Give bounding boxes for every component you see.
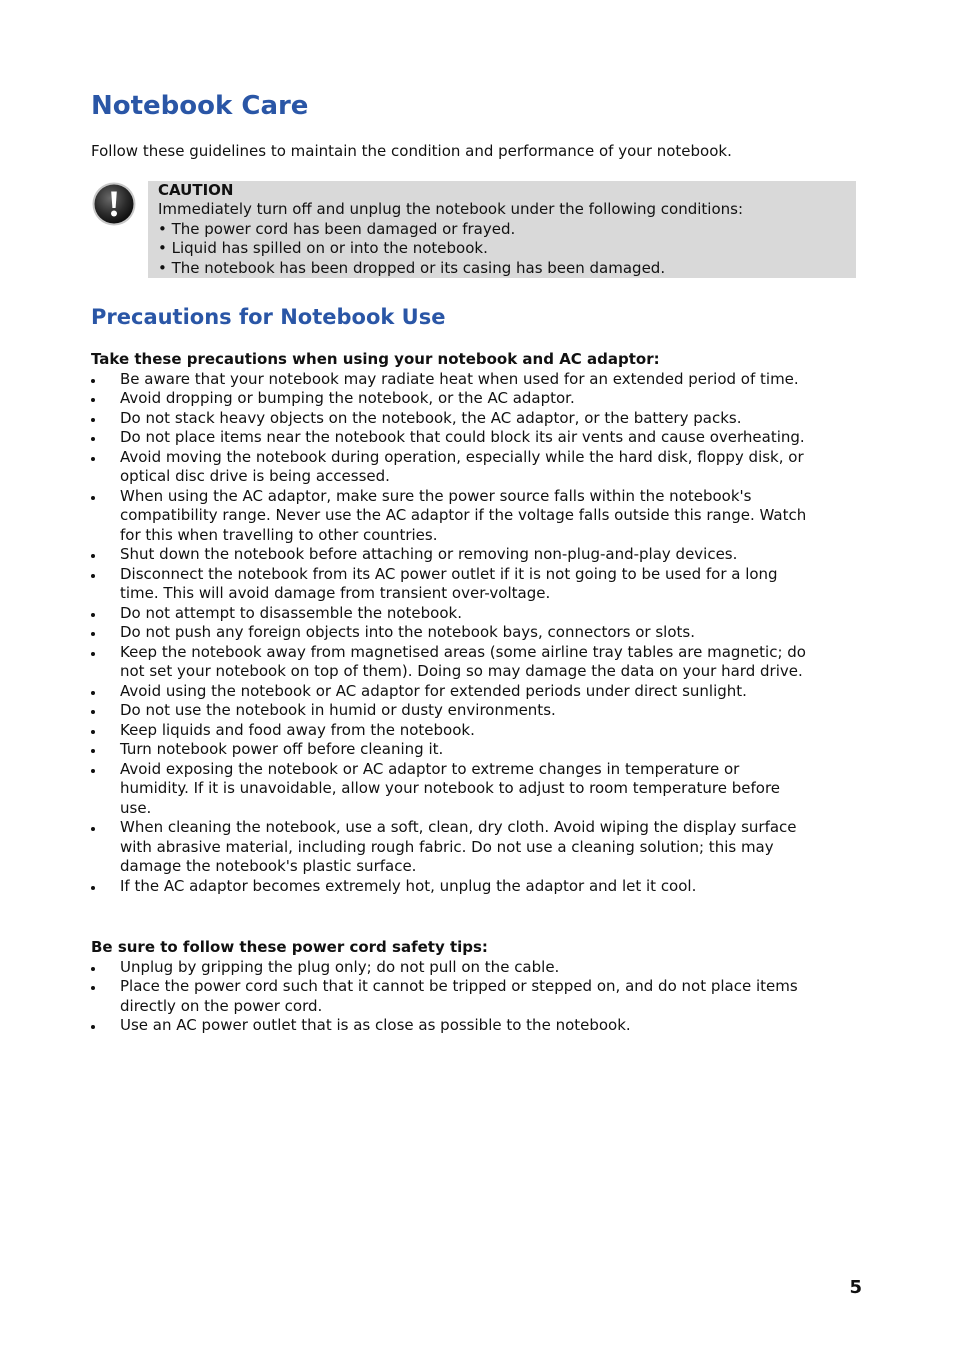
- list-item: [91, 623, 861, 643]
- page-number: 5: [849, 1277, 862, 1298]
- list-item: [91, 760, 861, 819]
- list-item: [91, 487, 861, 546]
- caution-text: Immediately turn off and unplug the notebook under the following conditions:: [158, 200, 744, 219]
- list-item: [91, 370, 861, 390]
- list-item-text: Place the power cord such that it cannot be tripped or stepped on, and do not place items directly on the power cord.: [120, 977, 798, 1015]
- list-item-text: Avoid using the notebook or AC adaptor for extended periods under direct sunlight.: [120, 681, 747, 700]
- bullet-icon: [91, 827, 95, 831]
- bullet-icon: [91, 379, 95, 383]
- list-item: [91, 818, 861, 877]
- list-item-text: Unplug by gripping the plug only; do not pull on the cable.: [120, 957, 560, 976]
- caution-item: • The power cord has been damaged or frayed.: [158, 219, 516, 238]
- bullet-icon: [91, 710, 95, 714]
- list-item: [91, 877, 861, 897]
- page-title: Notebook Care: [91, 91, 309, 121]
- caution-item: • The notebook has been dropped or its casing has been damaged.: [158, 258, 666, 277]
- bullet-icon: [91, 457, 95, 461]
- list-item-text: Keep liquids and food away from the notebook.: [120, 720, 475, 739]
- list-item-text: Do not place items near the notebook that could block its air vents and cause overheating.: [120, 428, 805, 446]
- bullet-icon: [91, 730, 95, 734]
- bullet-icon: [91, 967, 95, 971]
- bullet-icon: [91, 398, 95, 402]
- list-item: [91, 409, 861, 429]
- section-title: Precautions for Notebook Use: [91, 305, 446, 329]
- bullet-icon: [91, 437, 95, 441]
- list-item: [91, 565, 861, 604]
- bullet-icon: [91, 574, 95, 578]
- list-item-text: When cleaning the notebook, use a soft, clean, dry cloth. Avoid wiping the display surface with abrasive material, including rough fabric. Do not use a cleaning solution; this may damage the notebook's plastic surface.: [120, 818, 797, 875]
- list-item-text: Use an AC power outlet that is as close as possible to the notebook.: [120, 1016, 631, 1034]
- list-item: [91, 682, 861, 702]
- list-item-text: Do not push any foreign objects into the notebook bays, connectors or slots.: [120, 623, 695, 641]
- bullet-icon: [91, 418, 95, 422]
- list-item: [91, 721, 861, 741]
- bullet-icon: [91, 691, 95, 695]
- intro-text: Follow these guidelines to maintain the condition and performance of your notebook.: [91, 142, 732, 160]
- list-item-text: When using the AC adaptor, make sure the power source falls within the notebook's compatibility range. Never use the AC adaptor if the voltage falls outside this range. Watch for this when travelling to other countries.: [120, 486, 807, 544]
- bullet-icon: [91, 632, 95, 636]
- bullet-icon: [91, 652, 95, 656]
- list-item-text: Do not stack heavy objects on the notebook, the AC adaptor, or the battery packs.: [120, 408, 742, 427]
- list-item-text: Avoid dropping or bumping the notebook, or the AC adaptor.: [120, 389, 575, 407]
- bullet-icon: [91, 749, 95, 753]
- list-item: [91, 1016, 861, 1036]
- list-item-text: If the AC adaptor becomes extremely hot, unplug the adaptor and let it cool.: [120, 876, 697, 895]
- list-item-text: Do not use the notebook in humid or dusty environments.: [120, 701, 556, 719]
- list-item: [91, 977, 861, 1016]
- precautions-heading: Take these precautions when using your notebook and AC adaptor:: [91, 350, 660, 368]
- list-item: [91, 604, 861, 624]
- bullet-icon: [91, 554, 95, 558]
- list-item-text: Avoid exposing the notebook or AC adaptor to extreme changes in temperature or humidity. If it is unavoidable, allow your notebook to adjust to room temperature before use.: [120, 759, 781, 817]
- list-item-text: Do not attempt to disassemble the notebook.: [120, 603, 462, 622]
- bullet-icon: [91, 496, 95, 500]
- exclamation-icon: [91, 181, 137, 227]
- list-item: [91, 389, 861, 409]
- caution-item: • Liquid has spilled on or into the notebook.: [158, 239, 488, 258]
- list-item: [91, 643, 861, 682]
- list-item-text: Shut down the notebook before attaching or removing non-plug-and-play devices.: [120, 545, 738, 563]
- list-item: [91, 448, 861, 487]
- caution-box: [148, 181, 856, 278]
- bullet-icon: [91, 986, 95, 990]
- list-item: [91, 958, 861, 978]
- bullet-icon: [91, 613, 95, 617]
- power-cord-list-block: [91, 938, 861, 1036]
- bullet-icon: [91, 1025, 95, 1029]
- list-item-text: Avoid moving the notebook during operation, especially while the hard disk, floppy disk, or optical disc drive is being accessed.: [120, 447, 804, 485]
- list-item: [91, 740, 861, 760]
- bullet-icon: [91, 886, 95, 890]
- list-item-text: Be aware that your notebook may radiate heat when used for an extended period of time.: [120, 369, 799, 388]
- list-item: [91, 428, 861, 448]
- bullet-icon: [91, 769, 95, 773]
- list-item-text: Disconnect the notebook from its AC power outlet if it is not going to be used for a long time. This will avoid damage from transient over-voltage.: [120, 564, 778, 602]
- list-item: [91, 545, 861, 565]
- precautions-list-block: [91, 350, 861, 896]
- caution-title: CAUTION: [158, 181, 234, 199]
- list-item-text: Turn notebook power off before cleaning it.: [120, 740, 444, 758]
- precautions-list: [91, 370, 861, 897]
- list-item-text: Keep the notebook away from magnetised areas (some airline tray tables are magnetic; do not set your notebook on top of them). Doing so may damage the data on your hard drive.: [120, 642, 806, 680]
- power-cord-list: [91, 958, 861, 1036]
- list-item: [91, 701, 861, 721]
- power-cord-heading: Be sure to follow these power cord safety tips:: [91, 938, 488, 956]
